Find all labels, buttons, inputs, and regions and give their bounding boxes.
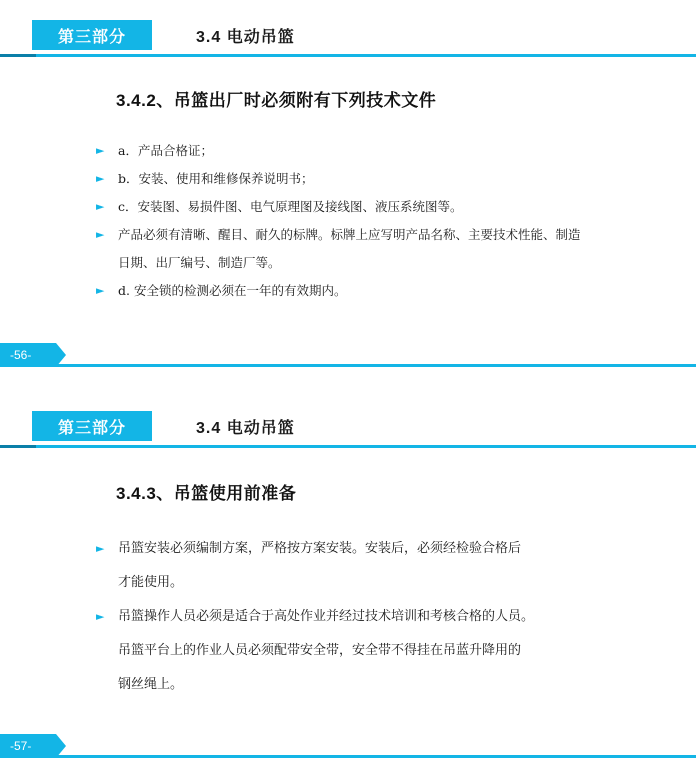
page-number-badge: -56- <box>0 343 56 367</box>
slide-page-56 <box>0 0 696 375</box>
list-item <box>96 137 626 165</box>
slide-header <box>0 391 696 447</box>
list-item-text: c．安装图、易损件图、电气原理图及接线图、液压系统图等。 <box>118 199 463 214</box>
list-item <box>96 165 626 193</box>
list-item-text-continuation: 钢丝绳上。 <box>118 677 184 692</box>
triangle-right-icon: ► <box>96 144 105 157</box>
list-item-text: 吊篮安装必须编制方案，严格按方案安装。安装后，必须经检验合格后 <box>118 541 522 556</box>
header-divider <box>0 54 696 57</box>
list-item-text: 产品必须有清晰、醒目、耐久的标牌。标牌上应写明产品名称、主要技术性能、制造 <box>118 227 581 242</box>
slide-footer <box>0 734 696 758</box>
list-item-text-continuation: 日期、出厂编号、制造厂等。 <box>118 255 281 270</box>
list-item <box>96 221 626 277</box>
bullet-list <box>0 137 696 305</box>
list-item <box>96 277 626 305</box>
slide-page-57 <box>0 391 696 766</box>
list-item-text: a．产品合格证； <box>118 143 213 158</box>
page-number-badge: -57- <box>0 734 56 758</box>
slide-footer <box>0 343 696 367</box>
list-item-text: 吊篮操作人员必须是适合于高处作业并经过技术培训和考核合格的人员。 <box>118 609 535 624</box>
list-item <box>96 600 576 702</box>
bullet-list <box>0 532 696 702</box>
triangle-right-icon: ► <box>96 284 105 297</box>
triangle-right-icon: ► <box>96 200 105 213</box>
triangle-right-icon: ► <box>96 172 105 185</box>
slide-header <box>0 0 696 56</box>
triangle-right-icon: ► <box>96 228 105 241</box>
header-divider <box>0 445 696 448</box>
list-item-text-continuation: 才能使用。 <box>118 575 184 590</box>
list-item <box>96 193 626 221</box>
header-title: 3.4 电动吊篮 <box>196 29 295 46</box>
triangle-right-icon: ► <box>96 610 105 623</box>
list-item-text: d. 安全锁的检测必须在一年的有效期内。 <box>118 283 347 298</box>
triangle-right-icon: ► <box>96 542 105 555</box>
section-heading: 3.4.2、吊篮出厂时必须附有下列技术文件 <box>116 91 437 110</box>
section-tab: 第三部分 <box>32 20 152 50</box>
list-item-text: b．安装、使用和维修保养说明书； <box>118 171 314 186</box>
footer-divider <box>0 755 696 758</box>
header-title: 3.4 电动吊篮 <box>196 420 295 437</box>
header-divider-accent <box>0 54 36 57</box>
section-tab: 第三部分 <box>32 411 152 441</box>
header-divider-accent <box>0 445 36 448</box>
list-item-text-continuation: 吊篮平台上的作业人员必须配带安全带，安全带不得挂在吊蓝升降用的 <box>118 643 522 658</box>
footer-divider <box>0 364 696 367</box>
section-heading: 3.4.3、吊篮使用前准备 <box>116 484 297 503</box>
list-item <box>96 532 576 600</box>
